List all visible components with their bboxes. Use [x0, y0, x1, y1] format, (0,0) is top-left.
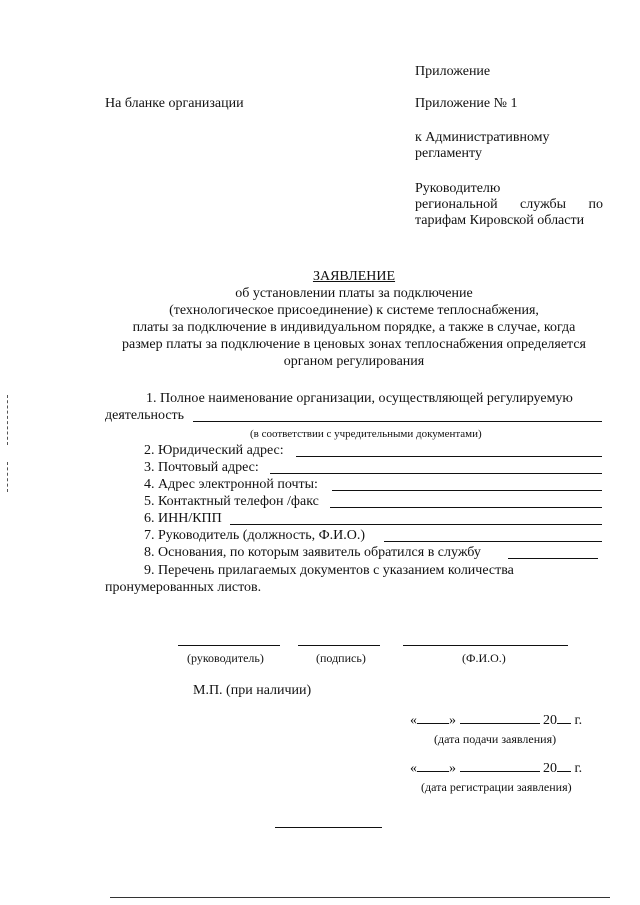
field-9-label: 9. Перечень прилагаемых документов с указанием количества	[144, 563, 514, 578]
field-7-label: 7. Руководитель (должность, Ф.И.О.)	[144, 528, 366, 543]
year-prefix: 20	[543, 713, 557, 728]
title-line: органом регулирования	[283, 354, 425, 369]
regulation-line: к Административному	[415, 130, 550, 145]
regulation-line: регламенту	[415, 146, 482, 161]
annex-label: Приложение	[415, 64, 491, 79]
register-date-hint: (дата регистрации заявления)	[421, 780, 572, 794]
field-6-label: 6. ИНН/КПП	[144, 511, 222, 526]
recipient-line: региональной службы по	[415, 197, 603, 212]
register-month-field[interactable]	[460, 759, 540, 772]
field-8-line[interactable]	[508, 558, 598, 559]
recipient-line: тарифам Кировской области	[415, 213, 585, 228]
register-day-field[interactable]	[417, 759, 449, 772]
quote-close: »	[449, 713, 456, 728]
seal-label: М.П. (при наличии)	[193, 683, 312, 698]
title-line: (технологическое присоединение) к системе теплоснабжения,	[169, 303, 539, 318]
field-9-label-cont: пронумерованных листов.	[105, 580, 262, 595]
footer-rule	[110, 897, 610, 898]
margin-mark	[7, 395, 9, 445]
org-blank-label: На бланке организации	[105, 96, 244, 111]
field-2-line[interactable]	[296, 456, 602, 457]
field-6-line[interactable]	[230, 524, 602, 525]
recipient-block	[415, 181, 603, 229]
submit-year-field[interactable]	[557, 711, 571, 724]
recipient-line: Руководителю	[415, 181, 501, 196]
signature-name-line[interactable]	[403, 645, 568, 646]
field-3-line[interactable]	[270, 473, 602, 474]
signature-name-hint: (Ф.И.О.)	[462, 651, 506, 665]
field-4-label: 4. Адрес электронной почты:	[144, 477, 318, 492]
quote-close: »	[449, 761, 456, 776]
field-4-line[interactable]	[332, 490, 602, 491]
signature-sign-hint: (подпись)	[316, 651, 366, 665]
field-5-label: 5. Контактный телефон /факс	[144, 494, 319, 509]
field-1-label-cont: деятельность	[105, 408, 185, 423]
signature-sign-line[interactable]	[298, 645, 380, 646]
signature-head-hint: (руководитель)	[187, 651, 264, 665]
statement-title	[100, 268, 608, 370]
quote-open: «	[410, 761, 417, 776]
margin-mark	[7, 462, 9, 492]
year-suffix: г.	[574, 761, 583, 776]
field-3-label: 3. Почтовый адрес:	[144, 460, 259, 475]
title-line: платы за подключение в индивидуальном порядке, а также в случае, когда	[132, 320, 576, 335]
submit-month-field[interactable]	[460, 711, 540, 724]
field-1-line[interactable]	[193, 421, 602, 422]
bottom-signature-line[interactable]	[275, 827, 382, 828]
field-2-label: 2. Юридический адрес:	[144, 443, 284, 458]
field-7-line[interactable]	[384, 541, 602, 542]
year-suffix: г.	[574, 713, 583, 728]
field-1-hint: (в соответствии с учредительными документами)	[250, 428, 482, 440]
regulation-ref	[415, 130, 603, 162]
year-prefix: 20	[543, 761, 557, 776]
field-5-line[interactable]	[330, 507, 602, 508]
quote-open: «	[410, 713, 417, 728]
submit-date	[410, 711, 582, 729]
register-date	[410, 759, 582, 777]
title-main: ЗАЯВЛЕНИЕ	[312, 269, 396, 284]
annex-number: Приложение № 1	[415, 96, 518, 111]
submit-date-hint: (дата подачи заявления)	[434, 732, 557, 746]
register-year-field[interactable]	[557, 759, 571, 772]
field-8-label: 8. Основания, по которым заявитель обратился в службу	[144, 545, 481, 560]
title-line: размер платы за подключение в ценовых зонах теплоснабжения определяется	[122, 337, 586, 352]
submit-day-field[interactable]	[417, 711, 449, 724]
signature-head-line[interactable]	[178, 645, 280, 646]
field-1-label: 1. Полное наименование организации, осуществляющей регулируемую	[146, 391, 573, 406]
title-line: об установлении платы за подключение	[235, 286, 473, 301]
